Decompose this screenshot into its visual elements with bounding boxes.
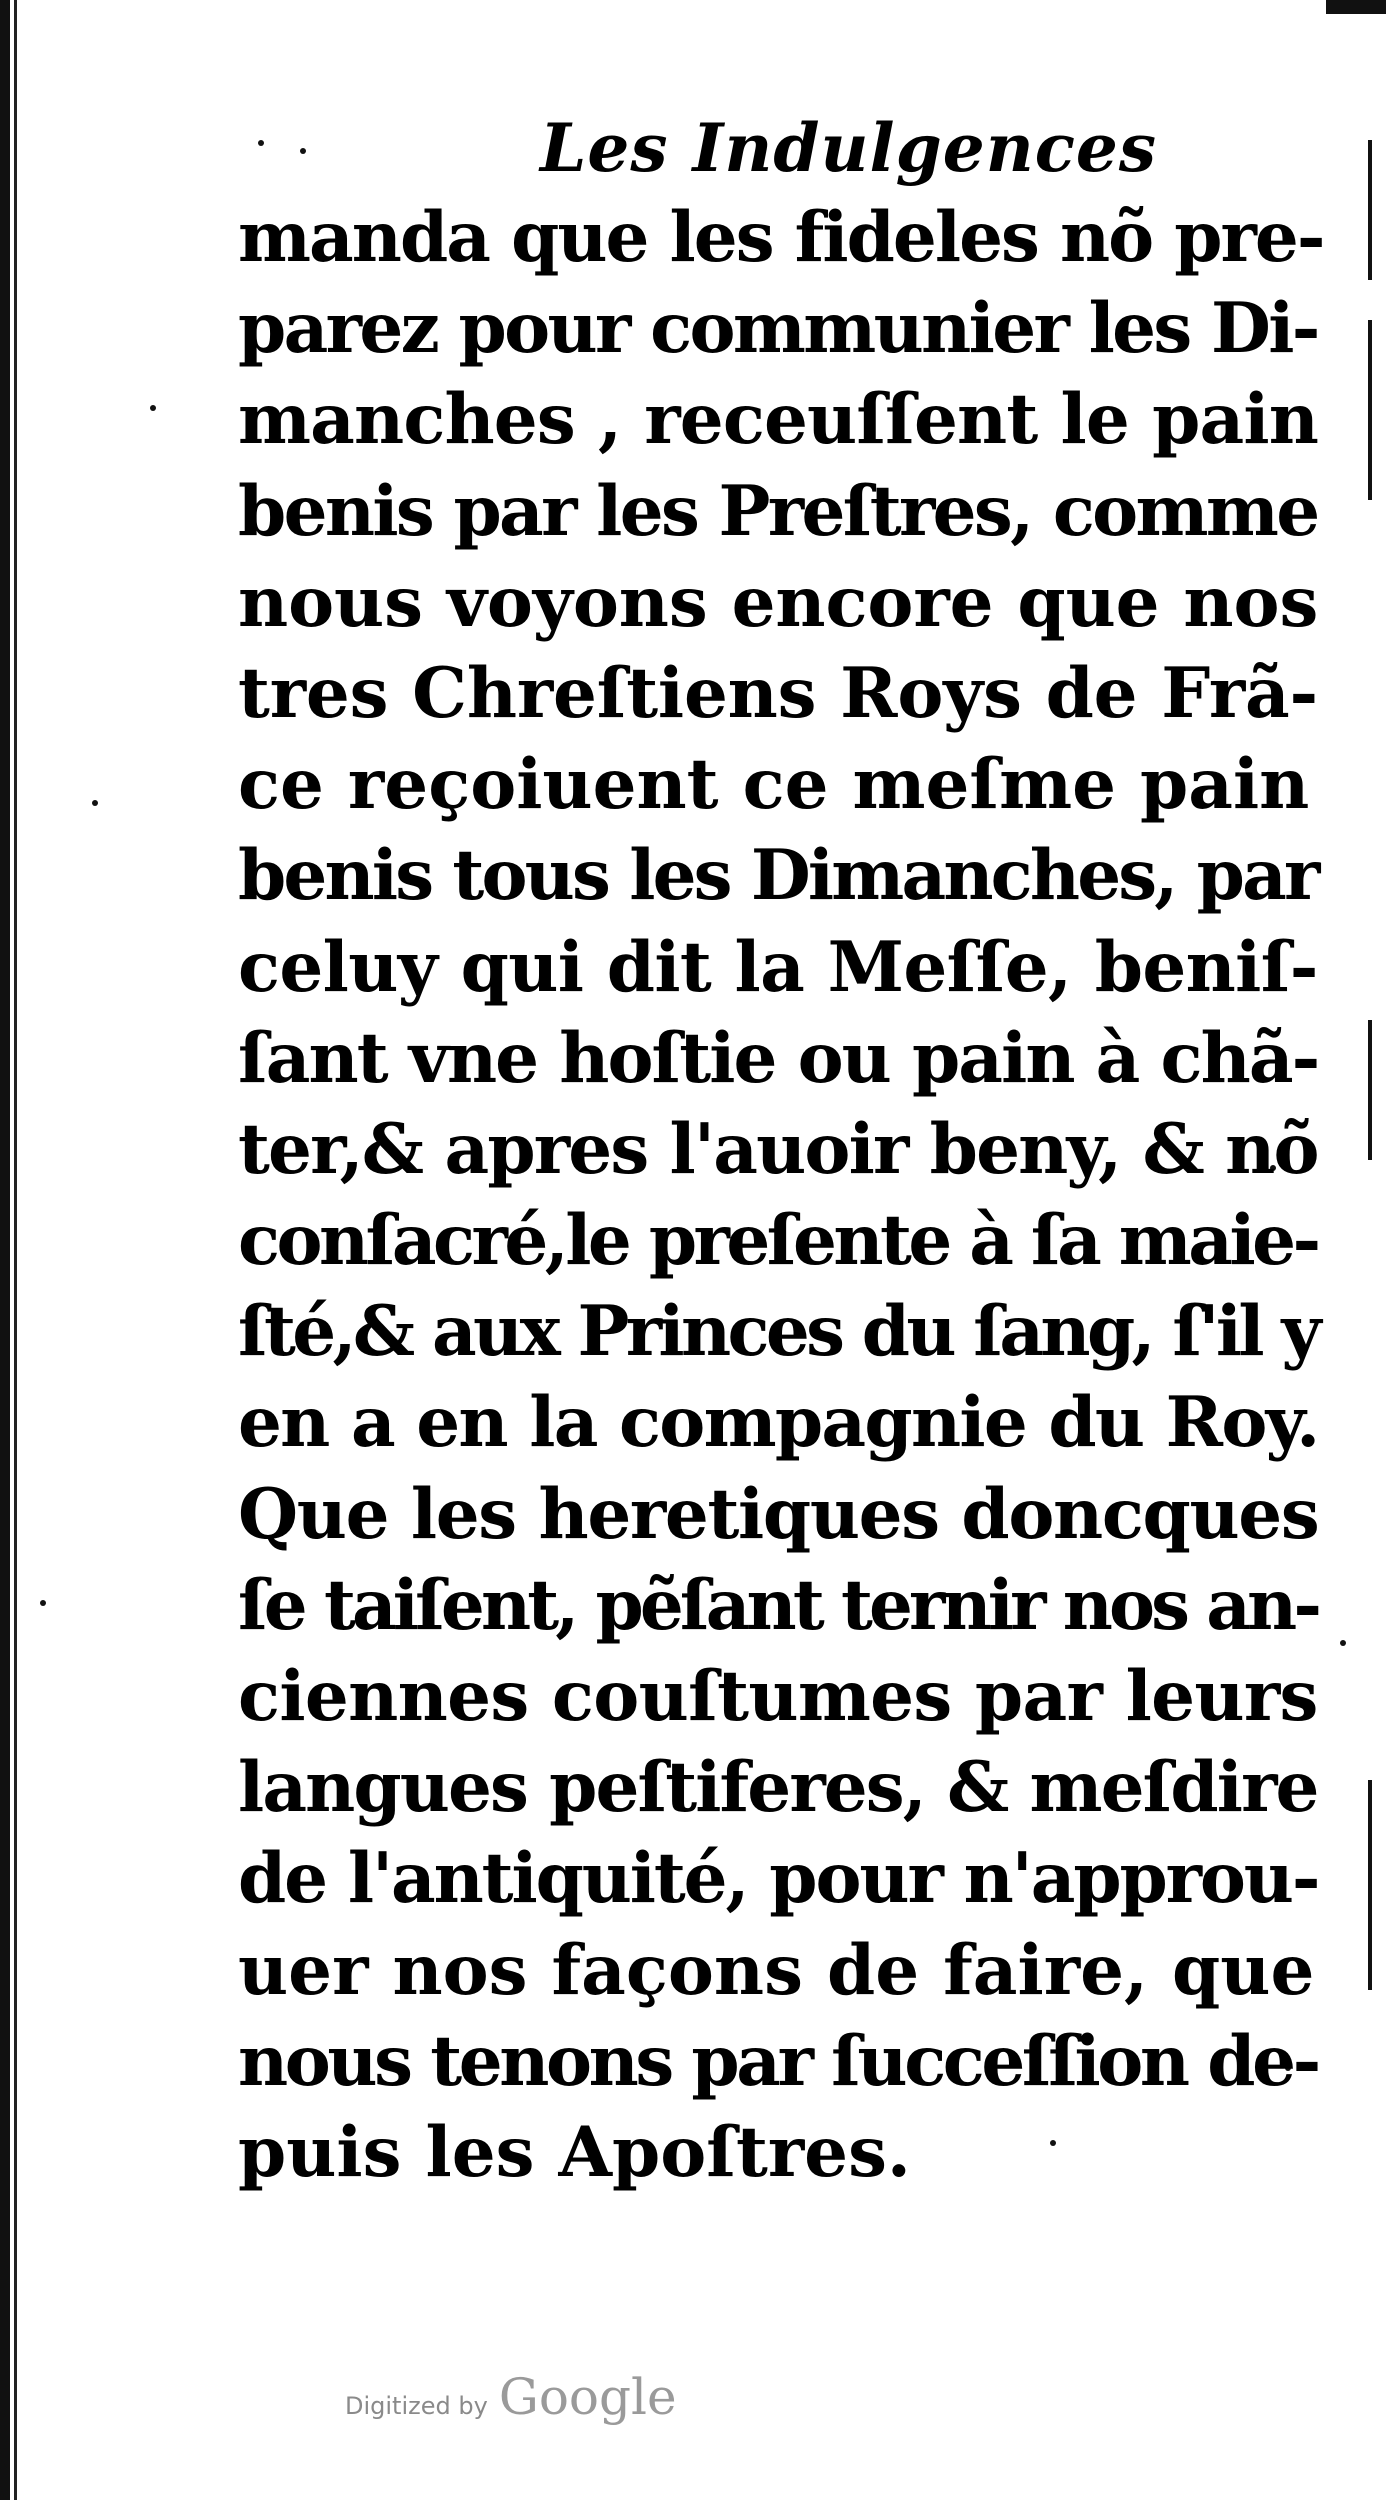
ink-speck <box>150 405 156 411</box>
text-line: ſe taiſent, pẽſant ternir nos an- <box>238 1564 1319 1646</box>
text-line: tres Chreſtiens Roys de Frã- <box>238 652 1318 734</box>
watermark-brand: Google <box>498 2368 677 2426</box>
text-line: ce reçoiuent ce meſme pain <box>238 744 1310 826</box>
text-line: uer nos façons de faire, que <box>238 1929 1315 2011</box>
text-line: nous voyons encore que nos <box>238 561 1319 643</box>
text-line: ciennes couſtumes par leurs <box>238 1656 1318 1737</box>
ink-speck <box>40 1600 46 1606</box>
text-line: en a en la compagnie du Roy. <box>238 1382 1319 1464</box>
ink-speck <box>92 800 98 806</box>
watermark-prefix: Digitized by <box>345 2392 488 2420</box>
text-line: benis tous les Dimanches, par <box>238 835 1318 917</box>
digitization-watermark <box>345 2368 677 2426</box>
text-line: nous tenons par ſucceſſion de- <box>238 2020 1318 2102</box>
ink-speck <box>300 148 306 154</box>
text-line: de l'antiquité, pour n'approu- <box>238 1838 1319 1920</box>
text-line: Que les heretiques doncques <box>238 1473 1319 1555</box>
text-line: celuy qui dit la Meſſe, beniſ- <box>238 926 1318 1008</box>
text-line: puis les Apoſtres. <box>238 2111 911 2193</box>
scan-edge-left <box>0 0 10 2500</box>
text-line: manches , receuſſent le pain <box>238 379 1319 461</box>
margin-mark <box>1368 1020 1372 1160</box>
text-line: langues peſtiferes, & meſdire <box>238 1747 1318 1829</box>
ink-speck <box>258 140 264 146</box>
scan-edge-line <box>14 0 17 2500</box>
text-line: ſant vne hoſtie ou pain à chã- <box>238 1017 1319 1099</box>
text-line: manda que les fideles nõ pre- <box>238 197 1324 278</box>
text-line: ſté,& aux Princes du ſang, ſ'il y <box>238 1291 1318 1373</box>
margin-mark <box>1368 1780 1372 1990</box>
text-line: ter,& apres l'auoir beny, & nõ <box>238 1108 1318 1190</box>
margin-mark <box>1368 320 1372 500</box>
text-line: conſacré,le preſente à ſa maie- <box>238 1200 1318 1282</box>
margin-mark <box>1368 140 1372 280</box>
page-body-text <box>238 192 1324 2198</box>
ink-speck <box>1340 1640 1346 1646</box>
text-line: benis par les Preſtres, comme <box>238 470 1318 552</box>
running-head: Les Indulgences <box>540 109 1158 187</box>
scan-edge-top-right <box>1326 0 1386 14</box>
text-line: parez pour communier les Di- <box>238 288 1318 370</box>
